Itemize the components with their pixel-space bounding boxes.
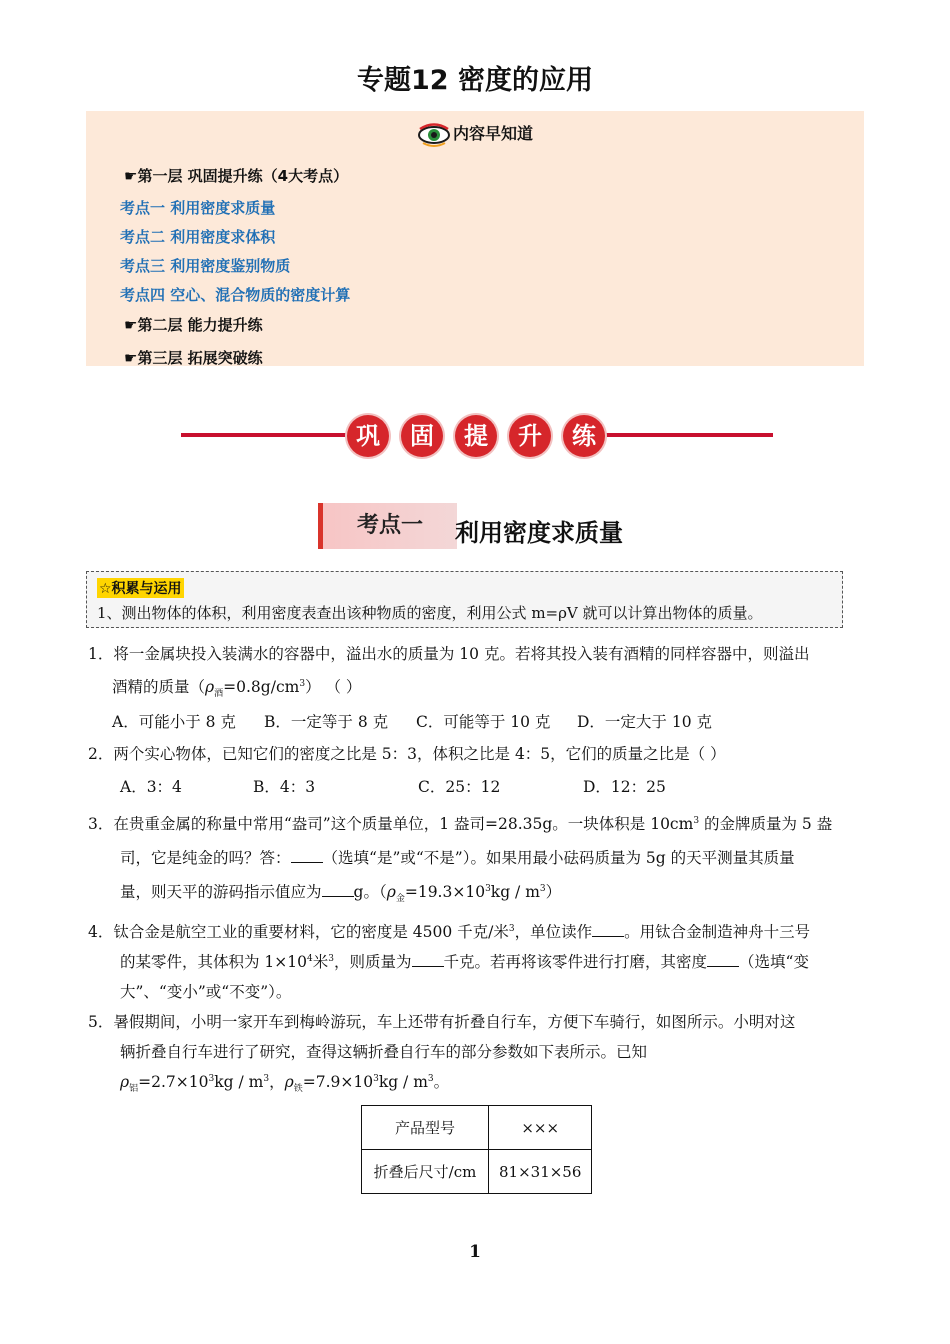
table-cell: 折叠后尺寸/cm <box>362 1150 489 1194</box>
tip-tag: ☆积累与运用 <box>97 578 184 598</box>
toc-heading-text: 内容早知道 <box>452 124 533 143</box>
q1-line1: 1．将一金属块投入装满水的容器中，溢出水的质量为 10 克。若将其投入装有酒精的同样容器中，则溢出 <box>88 645 810 663</box>
q3-text: 3．在贵重金属的称量中常用“盎司”这个质量单位，1 盎司=28.35g。一块体积是 10cm <box>88 815 694 833</box>
answer-blank[interactable] <box>592 922 624 937</box>
banner-rule-left <box>181 433 351 437</box>
rho-subscript: 铁 <box>293 1084 303 1095</box>
toc-layer-1[interactable]: ☛第一层 巩固提升练（4大考点） <box>124 167 349 185</box>
q4-text: 千克。若再将该零件进行打磨，其密度 <box>443 953 708 971</box>
q4-line1 <box>88 920 810 942</box>
q4-text: 的某零件，其体积为 1×10 <box>120 953 307 971</box>
superscript: 3 <box>485 883 491 894</box>
rho-symbol: ρ <box>120 1073 130 1091</box>
q3-line1 <box>88 812 832 834</box>
superscript: 3 <box>427 1073 434 1084</box>
rho-symbol: ρ <box>205 678 215 696</box>
toc-heading <box>86 121 864 148</box>
toc-point-1[interactable]: 考点一 利用密度求质量 <box>120 199 276 217</box>
q3-text: 的金牌质量为 5 盎 <box>699 815 833 833</box>
q4-line3: 大”、“变小”或“不变”）。 <box>120 983 292 1001</box>
q3-paren: ） <box>545 883 562 901</box>
table-row <box>362 1150 592 1194</box>
section-tag: 考点一 <box>318 503 457 549</box>
q5-separator: ， <box>269 1073 285 1091</box>
toc-point-2[interactable]: 考点二 利用密度求体积 <box>120 228 276 246</box>
superscript: 3 <box>328 953 334 964</box>
q2-option-c[interactable]: C．25：12 <box>418 778 501 796</box>
q3-unit: kg / m <box>490 883 540 901</box>
banner-char: 提 <box>455 415 497 457</box>
q5-line2: 辆折叠自行车进行了研究，查得这辆折叠自行车的部分参数如下表所示。已知 <box>120 1043 648 1061</box>
q5-line1: 5．暑假期间，小明一家开车到梅岭游玩，车上还带有折叠自行车，方便下车骑行，如图所示。小明对这 <box>88 1013 796 1031</box>
q1-option-a[interactable]: A．可能小于 8 克 <box>112 713 236 731</box>
superscript: 3 <box>693 815 700 826</box>
toc-layer-3[interactable]: ☛第三层 拓展突破练 <box>124 349 263 367</box>
q4-text: （选填“变 <box>739 953 809 971</box>
q3-text: （选填“是”或“不是”）。如果用最小砝码质量为 5g 的天平测量其质量 <box>322 849 795 867</box>
q5-unit: kg / m <box>378 1073 428 1091</box>
q3-text: 量，则天平的游码指示值应为 <box>120 883 322 901</box>
q3-value: =19.3×10 <box>404 883 486 901</box>
rho-symbol: ρ <box>386 883 396 901</box>
rho-subscript: 酒 <box>214 689 224 700</box>
banner-char: 升 <box>509 415 551 457</box>
superscript: 3 <box>299 678 306 689</box>
q2-option-a[interactable]: A．3：4 <box>120 778 182 796</box>
q1-value: =0.8g/cm <box>223 678 300 696</box>
q3-text: g。（ <box>353 883 387 901</box>
table-cell: 81×31×56 <box>489 1150 592 1194</box>
banner-rule-right <box>603 433 773 437</box>
q3-text: 司，它是纯金的吗？答： <box>120 849 291 867</box>
q2-option-d[interactable]: D．12：25 <box>583 778 666 796</box>
section-title: 利用密度求质量 <box>455 519 623 547</box>
rho-subscript: 铝 <box>129 1084 139 1095</box>
superscript: 3 <box>263 1073 270 1084</box>
q2-line: 2．两个实心物体，已知它们的密度之比是 5：3，体积之比是 4：5，它们的质量之比是（ ） <box>88 745 726 763</box>
tip-box <box>86 571 843 628</box>
answer-blank[interactable] <box>322 882 354 897</box>
q2-option-b[interactable]: B．4：3 <box>253 778 316 796</box>
page-number: 1 <box>469 1242 481 1262</box>
q1-line2 <box>112 675 361 699</box>
q1-option-c[interactable]: C．可能等于 10 克 <box>416 713 551 731</box>
q4-text: ，则质量为 <box>333 953 412 971</box>
rho-symbol: ρ <box>284 1073 294 1091</box>
q4-text: ，单位读作 <box>514 923 593 941</box>
section-banner <box>347 415 607 455</box>
toc-layer-2[interactable]: ☛第二层 能力提升练 <box>124 316 263 334</box>
eye-icon <box>417 122 451 148</box>
banner-char: 固 <box>401 415 443 457</box>
superscript: 3 <box>508 923 515 934</box>
q4-text: 米 <box>312 953 329 971</box>
spec-table <box>361 1105 592 1194</box>
tip-text: 1、测出物体的体积，利用密度表查出该种物质的密度，利用公式 m=ρV 就可以计算出物体的质量。 <box>97 604 763 622</box>
superscript: 3 <box>373 1073 379 1084</box>
superscript: 3 <box>208 1073 215 1084</box>
q5-line3 <box>120 1070 449 1094</box>
q1-option-b[interactable]: B．一定等于 8 克 <box>264 713 389 731</box>
q5-value: =7.9×10 <box>302 1073 374 1091</box>
toc-point-4[interactable]: 考点四 空心、混合物质的密度计算 <box>120 286 351 304</box>
banner-char: 练 <box>563 415 605 457</box>
superscript: 3 <box>539 883 546 894</box>
answer-blank[interactable] <box>291 848 323 863</box>
q5-unit: kg / m <box>214 1073 264 1091</box>
banner-char: 巩 <box>347 415 389 457</box>
rho-subscript: 金 <box>395 894 405 905</box>
q1-text: 酒精的质量（ <box>112 678 206 696</box>
q4-text: 。用钛合金制造神舟十三号 <box>624 923 811 941</box>
table-row <box>362 1106 592 1150</box>
q4-text: 4．钛合金是航空工业的重要材料，它的密度是 4500 千克/米 <box>88 923 509 941</box>
page-title: 专题12 密度的应用 <box>357 65 593 96</box>
table-cell: 产品型号 <box>362 1106 489 1150</box>
q3-line2 <box>120 846 795 868</box>
answer-blank[interactable] <box>412 952 444 967</box>
q1-option-d[interactable]: D．一定大于 10 克 <box>577 713 713 731</box>
q4-line2 <box>120 950 809 972</box>
superscript: 4 <box>307 953 313 964</box>
q3-line3 <box>120 880 561 904</box>
q1-paren: ） （ ） <box>305 678 362 696</box>
q5-end: 。 <box>433 1073 450 1091</box>
table-cell: ××× <box>489 1106 592 1150</box>
toc-panel <box>86 111 864 366</box>
q5-value: =2.7×10 <box>138 1073 209 1091</box>
answer-blank[interactable] <box>707 952 739 967</box>
toc-point-3[interactable]: 考点三 利用密度鉴别物质 <box>120 257 291 275</box>
